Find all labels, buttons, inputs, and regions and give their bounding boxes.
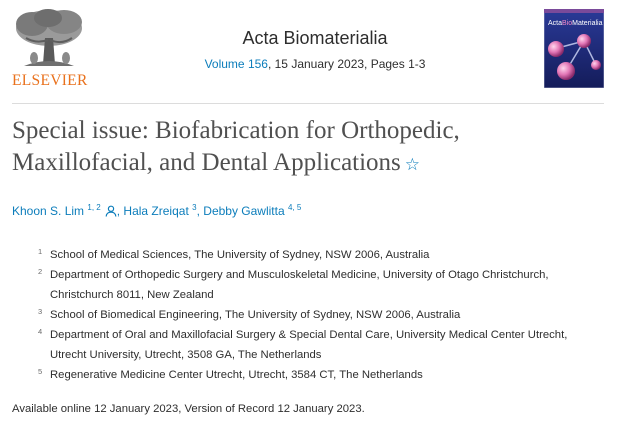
availability-dates: Available online 12 January 2023, Version of Record 12 January 2023.	[12, 403, 365, 415]
author-zreiqat[interactable]	[123, 204, 196, 218]
tree-icon	[12, 8, 86, 70]
affiliation-number: 5	[38, 367, 43, 376]
author-gawlitta[interactable]	[203, 204, 301, 218]
svg-text:ActaBioMaterialia	[548, 20, 603, 27]
person-icon[interactable]	[105, 205, 117, 217]
author-affiliation-refs: 1, 2	[87, 203, 101, 212]
affiliation-line: Department of Orthopedic Surgery and Musculoskeletal Medicine, University of Otago Christchurch,	[50, 269, 549, 281]
affiliation-line: School of Biomedical Engineering, The University of Sydney, NSW 2006, Australia	[50, 309, 461, 321]
journal-title-link[interactable]: Acta Biomaterialia	[242, 28, 388, 48]
author-affiliation-refs: 3	[192, 203, 197, 212]
affiliation-line: Regenerative Medicine Center Utrecht, Utrecht, 3584 CT, The Netherlands	[50, 369, 423, 381]
elsevier-logo[interactable]	[12, 8, 86, 90]
affiliation-line: School of Medical Sciences, The University of Sydney, NSW 2006, Australia	[50, 249, 430, 261]
header-divider	[12, 103, 604, 104]
author-name: Khoon S. Lim	[12, 204, 85, 218]
affiliation-line: Department of Oral and Maxillofacial Surgery & Special Dental Care, University Medical Center Utrecht,	[50, 329, 568, 341]
affiliation-item	[38, 305, 608, 325]
journal-info	[150, 28, 480, 71]
title-line-1: Special issue: Biofabrication for Orthopedic,	[12, 117, 460, 144]
author-separator: ,	[196, 204, 200, 218]
author-lim[interactable]	[12, 204, 101, 218]
affiliation-list	[38, 245, 608, 385]
cover-title-acta: Acta	[548, 20, 563, 27]
affiliation-item	[38, 245, 608, 265]
author-name: Hala Zreiqat	[123, 204, 189, 218]
author-name: Debby Gawlitta	[203, 204, 285, 218]
journal-cover-image[interactable]	[544, 9, 604, 88]
title-line-2	[12, 147, 602, 181]
article-header	[0, 0, 617, 104]
article-title	[12, 115, 602, 181]
journal-meta	[150, 57, 480, 71]
issue-info: , 15 January 2023, Pages 1-3	[267, 57, 426, 71]
affiliation-number: 2	[38, 267, 43, 276]
affiliation-number: 3	[38, 307, 43, 316]
affiliation-line: Christchurch 8011, New Zealand	[50, 289, 214, 301]
affiliation-item	[38, 265, 608, 305]
title-line-2-text: Maxillofacial, and Dental Applications	[12, 149, 401, 176]
cover-title-bio: Bio	[562, 20, 573, 27]
affiliation-line: Utrecht University, Utrecht, 3508 GA, The Netherlands	[50, 349, 322, 361]
affiliation-number: 1	[38, 247, 43, 256]
author-affiliation-refs: 4, 5	[288, 203, 302, 212]
affiliation-item	[38, 365, 608, 385]
author-list	[12, 204, 301, 218]
publisher-name: ELSEVIER	[12, 72, 88, 89]
author-separator: ,	[116, 204, 121, 218]
affiliation-number: 4	[38, 327, 43, 336]
volume-link[interactable]: Volume 156	[204, 57, 268, 71]
cover-title-materialia: Materialia	[572, 20, 603, 27]
star-icon[interactable]: ☆	[404, 155, 421, 174]
affiliation-item	[38, 325, 608, 365]
